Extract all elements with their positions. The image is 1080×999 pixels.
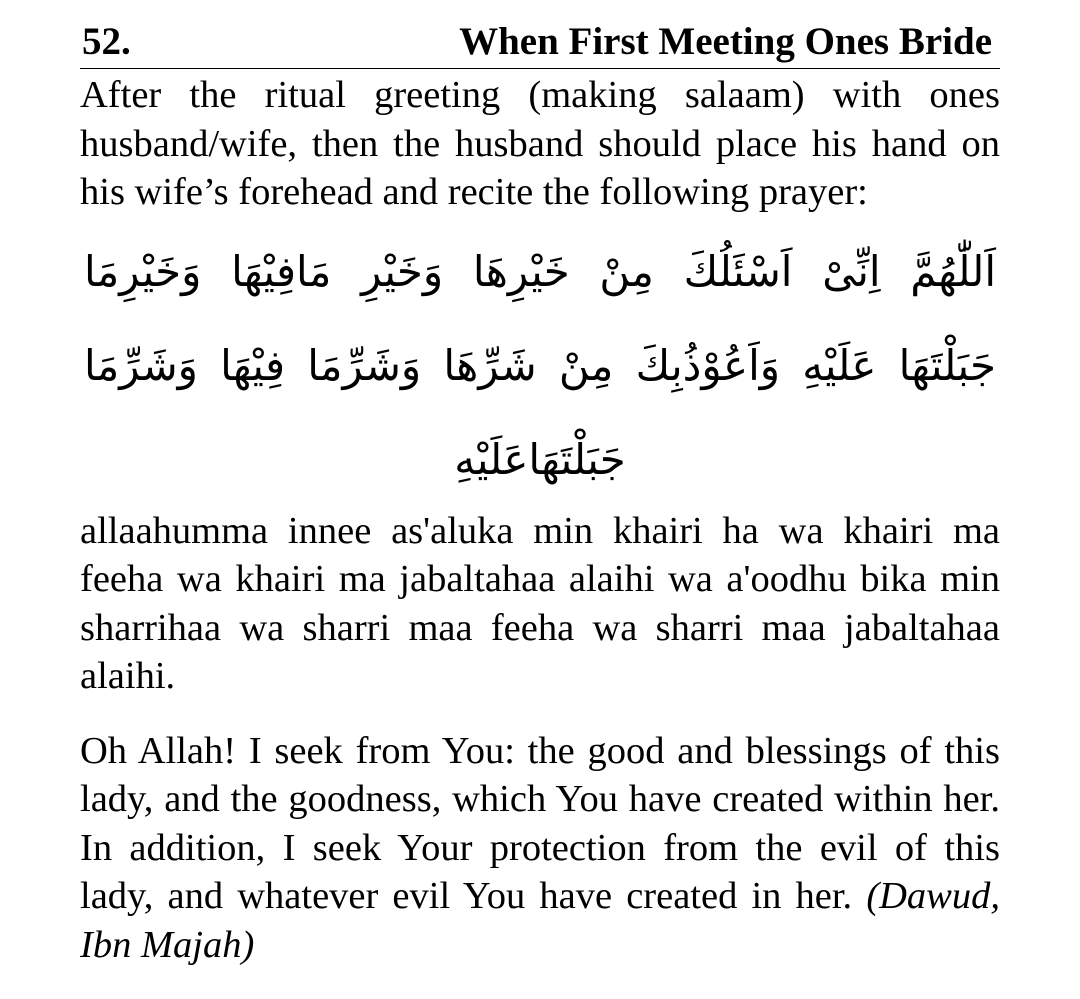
arabic-line-2: جَبَلْتَهَا عَلَيْهِ وَاَعُوْذُبِكَ مِنْ شَرِّهَا وَشَرِّمَا فِيْهَا وَشَرِّمَا (84, 340, 996, 390)
section-number: 52. (82, 20, 131, 63)
source-citation: (Dawud, Ibn Majah) (80, 875, 1000, 966)
intro-paragraph: After the ritual greeting (making salaam) with ones husband/wife, then the husband should place his hand on his wife’s forehead and recite the following prayer: (80, 74, 1000, 213)
section-title: When First Meeting Ones Bride (459, 20, 992, 63)
translation-paragraph (80, 727, 1000, 970)
arabic-prayer (80, 225, 1000, 507)
document-page (80, 14, 1000, 969)
translation-text: Oh Allah! I seek from You: the good and blessings of this lady, and the goodness, which You have created within her. In addition, I seek Your protection from the evil of this lady, and whatever evil You have created in her. (80, 729, 1000, 917)
arabic-line-1: اَللّٰهُمَّ اِنِّىْ اَسْئَلُكَ مِنْ خَيْرِهَا وَخَيْرِ مَافِيْهَا وَخَيْرِمَا (84, 246, 996, 296)
page-header (80, 14, 1000, 69)
arabic-line-3: جَبَلْتَهَاعَلَيْهِ (454, 434, 626, 484)
transliteration-paragraph: allaahumma innee as'aluka min khairi ha wa khairi ma feeha wa khairi ma jabaltahaa alaihi wa a'oodhu bika min sharrihaa wa sharri maa feeha wa sharri maa jabaltahaa alaihi. (80, 509, 1000, 697)
